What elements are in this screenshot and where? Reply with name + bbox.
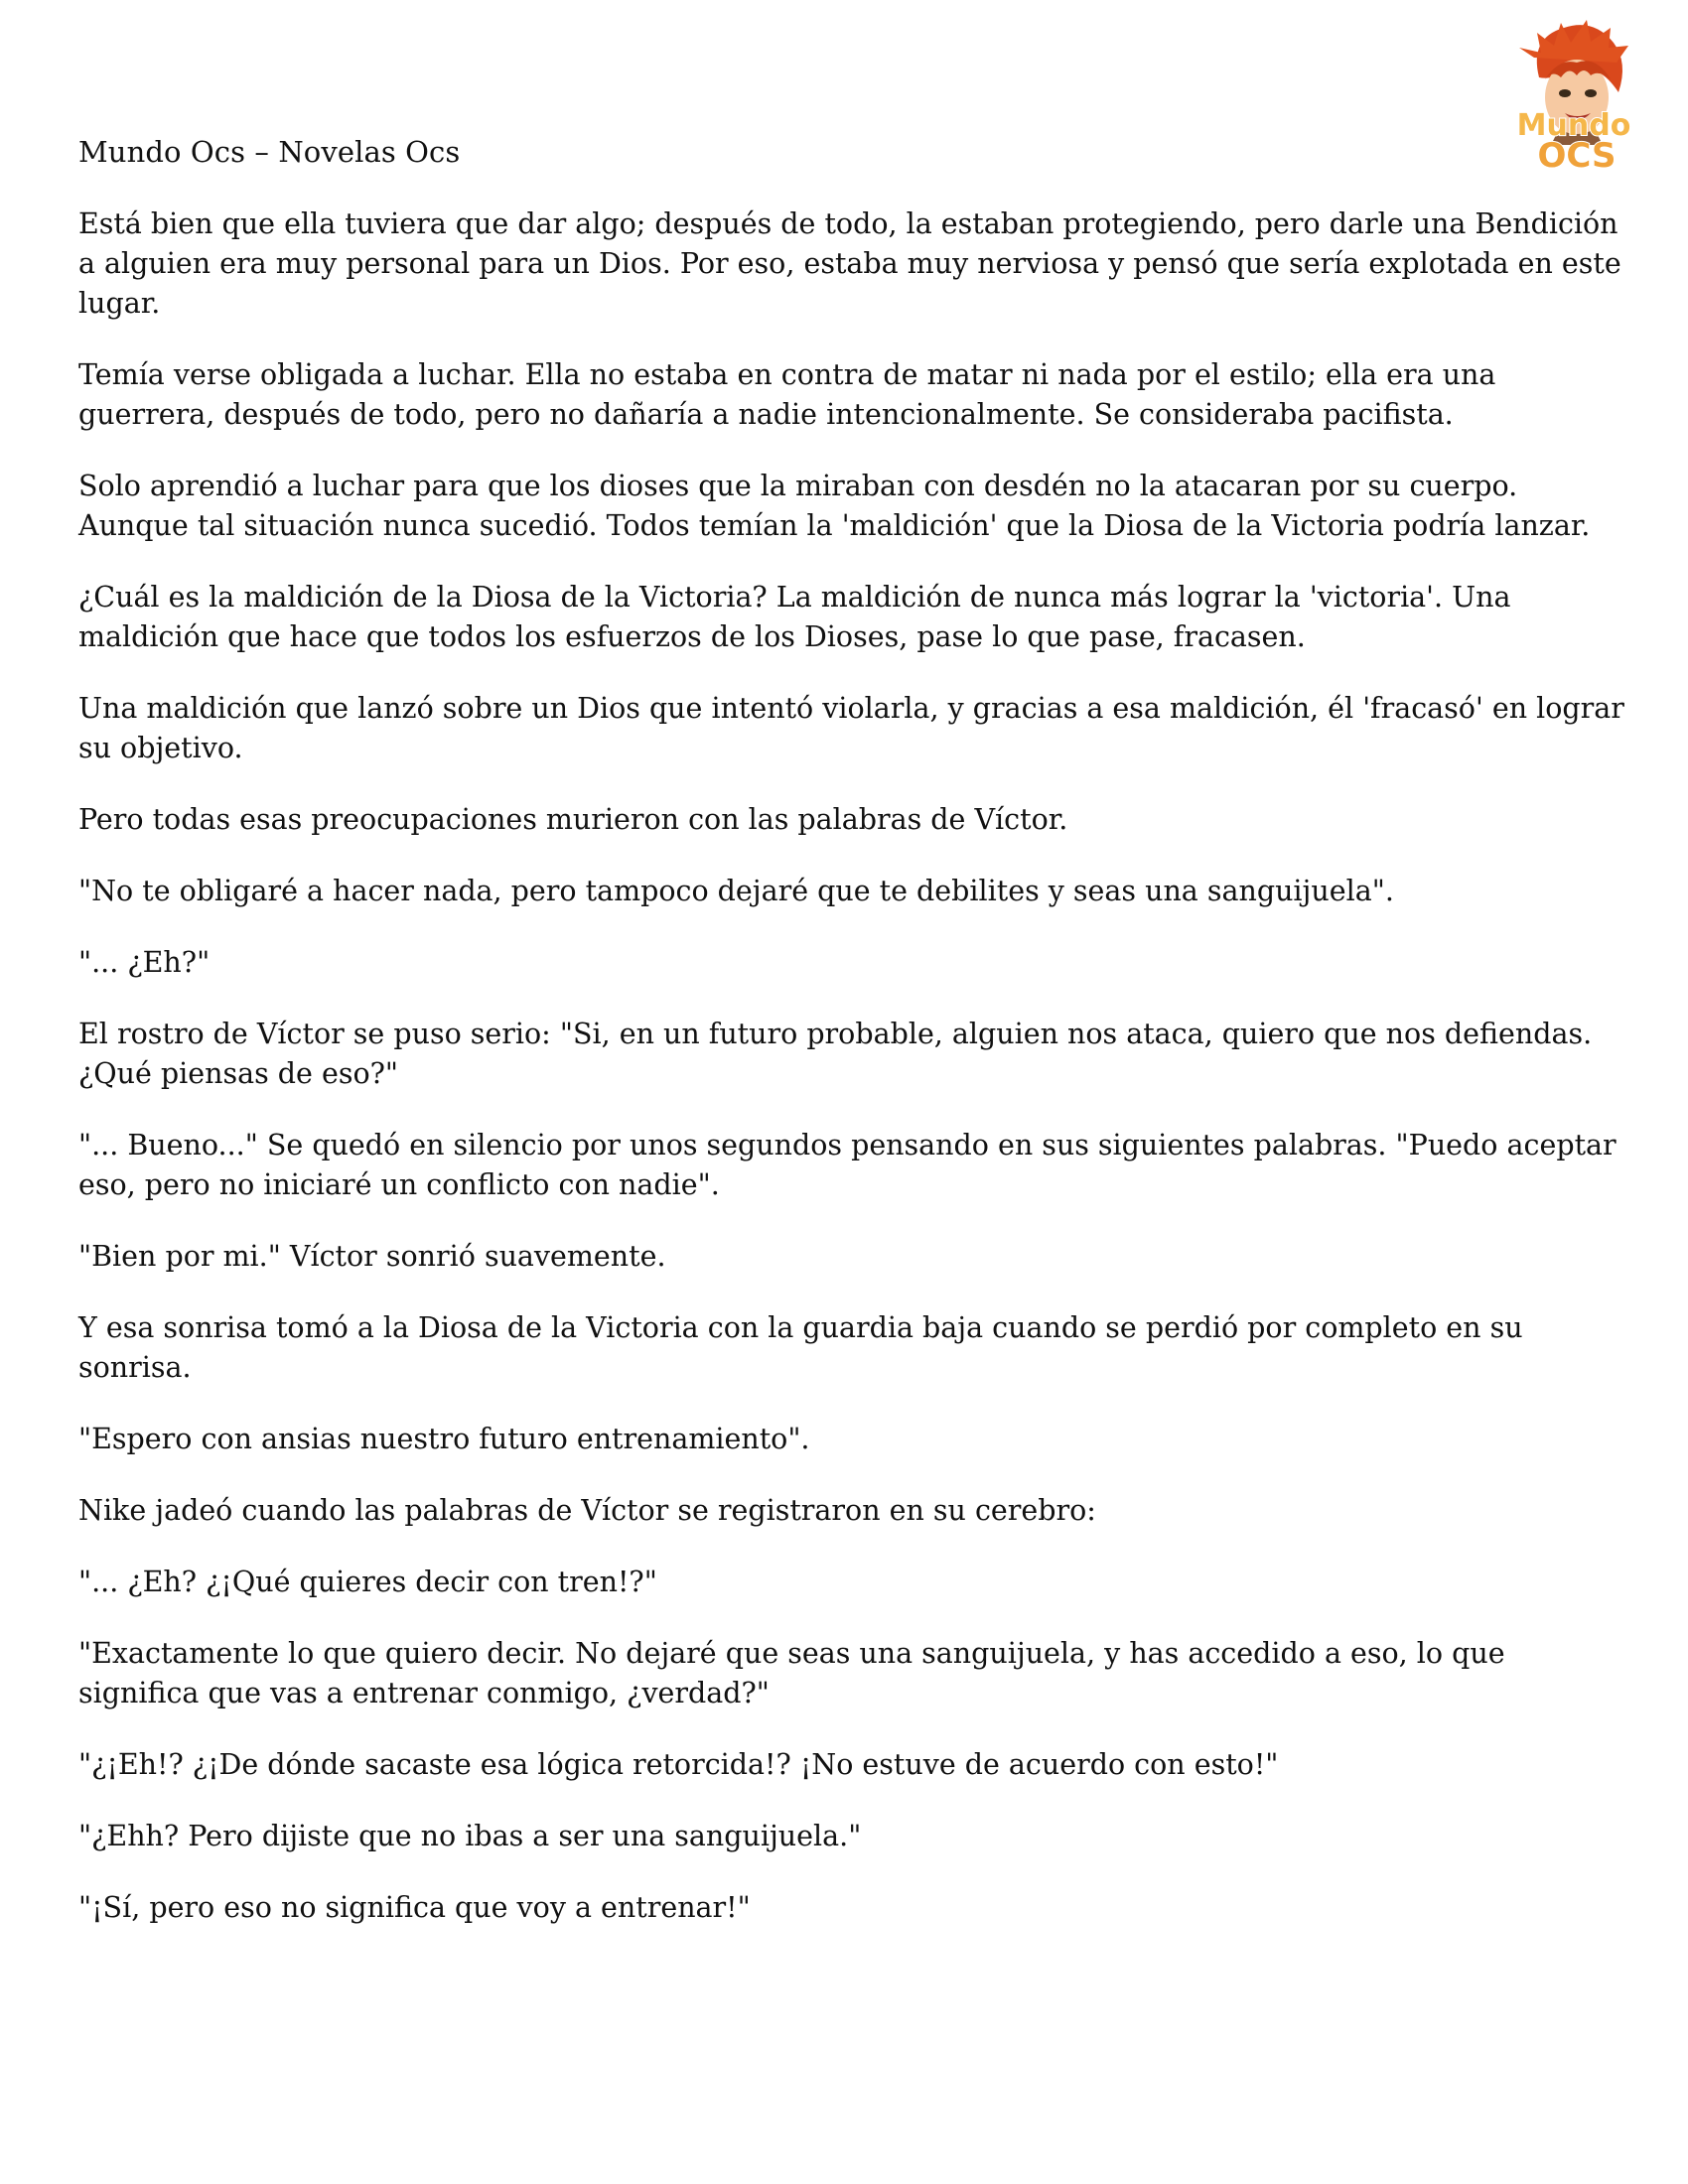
paragraph: Y esa sonrisa tomó a la Diosa de la Victoria con la guardia baja cuando se perdió por completo en su sonrisa.: [78, 1311, 1523, 1384]
paragraph: Pero todas esas preocupaciones murieron con las palabras de Víctor.: [78, 803, 1068, 836]
paragraph: El rostro de Víctor se puso serio: "Si, en un futuro probable, alguien nos ataca, quiero que nos defiendas. ¿Qué piensas de eso?": [78, 1018, 1593, 1090]
paragraph: "Espero con ansias nuestro futuro entrenamiento".: [78, 1423, 810, 1455]
mundo-ocs-logo-image: [1499, 18, 1648, 177]
paragraph: "Bien por mi." Víctor sonrió suavemente.: [78, 1240, 666, 1273]
paragraph: Una maldición que lanzó sobre un Dios que intentó violarla, y gracias a esa maldición, él 'fracasó' en lograr su objetivo.: [78, 692, 1624, 764]
paragraph: "... Bueno..." Se quedó en silencio por unos segundos pensando en sus siguientes palabras. "Puedo aceptar eso, pero no iniciaré un conflicto con nadie".: [78, 1129, 1617, 1201]
document-body: [78, 205, 1627, 1960]
paragraph: "Exactamente lo que quiero decir. No dejaré que seas una sanguijuela, y has accedido a eso, lo que significa que vas a entrenar conmigo, ¿verdad?": [78, 1637, 1505, 1709]
paragraph: "... ¿Eh? ¿¡Qué quieres decir con tren!?": [78, 1566, 657, 1598]
document-header: Mundo Ocs – Novelas Ocs: [78, 135, 461, 169]
paragraph: Temía verse obligada a luchar. Ella no estaba en contra de matar ni nada por el estilo; ella era una guerrera, después de todo, pero no dañaría a nadie intencionalmente. Se consideraba pacifista.: [78, 358, 1496, 431]
paragraph: "¿¡Eh!? ¿¡De dónde sacaste esa lógica retorcida!? ¡No estuve de acuerdo con esto!": [78, 1748, 1279, 1781]
paragraph: "¡Sí, pero eso no significa que voy a entrenar!": [78, 1891, 751, 1924]
paragraph: Solo aprendió a luchar para que los dioses que la miraban con desdén no la atacaran por su cuerpo. Aunque tal situación nunca sucedió. Todos temían la 'maldición' que la Diosa de la Victoria podría lanzar.: [78, 470, 1591, 542]
paragraph: Nike jadeó cuando las palabras de Víctor se registraron en su cerebro:: [78, 1494, 1096, 1527]
paragraph: "¿Ehh? Pero dijiste que no ibas a ser una sanguijuela.": [78, 1820, 862, 1852]
paragraph: "No te obligaré a hacer nada, pero tampoco dejaré que te debilites y seas una sanguijuela".: [78, 875, 1394, 907]
paragraph: "... ¿Eh?": [78, 946, 211, 979]
paragraph: Está bien que ella tuviera que dar algo; después de todo, la estaban protegiendo, pero darle una Bendición a alguien era muy personal para un Dios. Por eso, estaba muy nerviosa y pensó que sería explotada en este lugar.: [78, 207, 1621, 320]
logo-text-ocs: OCS: [1537, 136, 1617, 176]
logo-text-mundo: Mundo: [1516, 108, 1631, 143]
paragraph: ¿Cuál es la maldición de la Diosa de la Victoria? La maldición de nunca más lograr la 'victoria'. Una maldición que hace que todos los esfuerzos de los Dioses, pase lo que pase, fracasen.: [78, 581, 1511, 653]
mundo-ocs-logo: [1499, 18, 1648, 177]
